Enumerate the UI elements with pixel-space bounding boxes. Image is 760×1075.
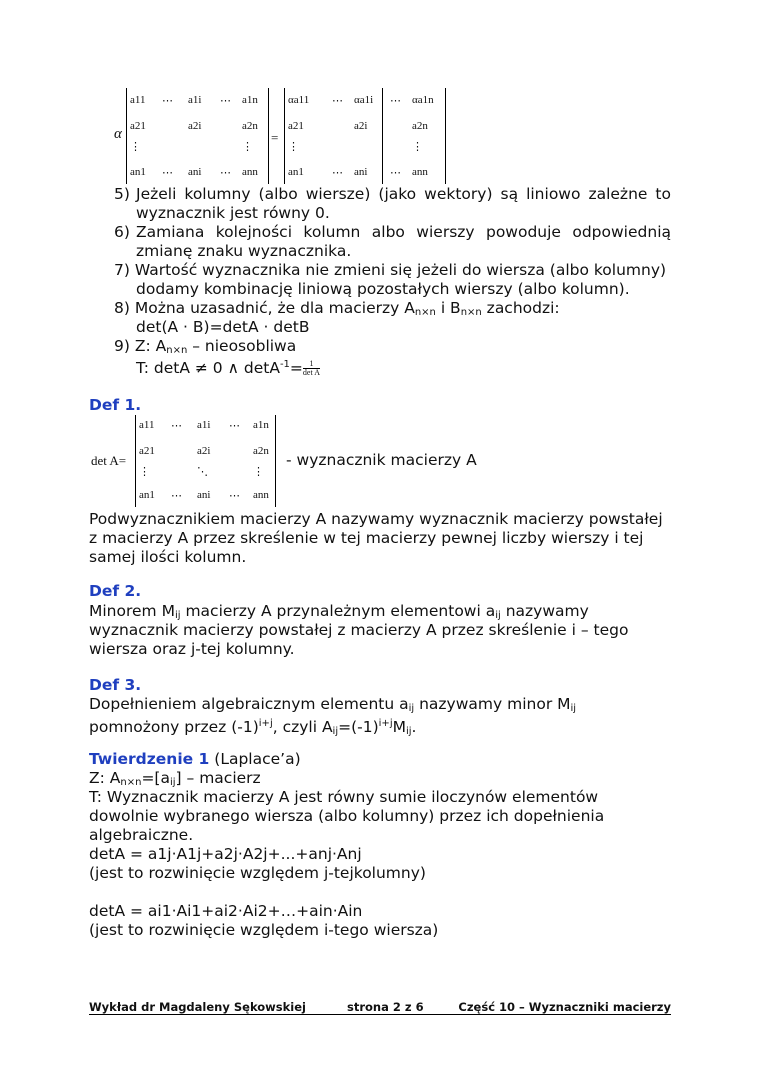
matrix-cell: a2n [242,120,258,132]
formula-column: detA = a1j·A1j+a2j·A2j+...+anj·Anj [89,845,362,863]
def1-matrix-block [89,415,489,507]
matrix-cell: ani [197,489,211,501]
def3-line-2: pomnożony przez $(-1)^{i+j}$, czyli $Aij=(-1)^{i+j}Mij$. [89,718,417,737]
matrix-cell: ⋯ [162,167,173,179]
matrix-cell: a11 [130,94,146,106]
matrix-cell: ann [412,166,428,178]
matrix-cell: ⋯ [332,167,343,179]
bar-right-l [382,88,383,184]
matrix-cell: ⋮ [242,141,253,153]
def1-caption: - wyznacznik macierzy A [286,451,477,469]
matrix-cell: a1i [188,94,202,106]
matrix-cell: a2n [253,445,269,457]
property-7-cont: dodamy kombinację liniową pozostałych wierszy (albo kolumn). [136,280,630,298]
inverse-fraction: $\frac{1}{\text{det A}}$ [302,359,321,377]
def3-title: Def 3. [89,676,142,694]
theorem-t-1: T: Wyznacznik macierzy A jest równy sumie iloczynów elementów [89,788,599,806]
alpha-symbol: α [114,126,122,142]
def1-para-1: Podwyznacznikiem macierzy A nazywamy wyznacznik macierzy powstałej [89,510,663,528]
matrix-cell: a21 [139,445,155,457]
matrix-cell: ⋯ [171,420,182,432]
matrix-cell: an1 [130,166,146,178]
matrix-cell: a2i [354,120,368,132]
matrix-cell: a21 [288,120,304,132]
property-9-cont: T: detA ≠ 0 ∧ detA$^{-1}$= $\frac{1}{\text{det A}}$ [136,359,321,377]
matrix-cell: ani [188,166,202,178]
property-6: 6) Zamiana kolejności kolumn albo wierszy powoduje odpowiednią [114,223,671,241]
matrix-cell: ⋯ [220,167,231,179]
matrix-cell: a2n [412,120,428,132]
matrix-cell: αa11 [288,94,310,106]
matrix-cell: αa1i [354,94,374,106]
formula-row: detA = ai1·Ai1+ai2·Ai2+…+ain·Ain [89,902,363,920]
theorem-z: Z: An×n=[aij] – macierz [89,769,261,788]
property-8-cont: det(A · B)=detA · detB [136,318,310,336]
matrix-cell: ⋱ [197,466,208,478]
matrix-cell: ⋯ [390,167,401,179]
def1-para-2: z macierzy A przez skreślenie w tej macierzy pewnej liczby wierszy i tej [89,529,644,547]
matrix-cell: ⋮ [139,466,150,478]
footer-chapter: Część 10 – Wyznaczniki macierzy [458,1000,671,1014]
property-6-cont: zmianę znaku wyznacznika. [136,242,352,260]
formula-column-note: (jest to rozwinięcie względem j-tejkolumny) [89,864,426,882]
def2-line-2: wyznacznik macierzy powstałej z macierzy A przez skreślenie i – tego [89,621,629,639]
matrix-cell: ⋯ [390,95,401,107]
matrix-cell: a2i [197,445,211,457]
property-9: 9) Z: An×n – nieosobliwa [114,337,297,356]
matrix-cell: ⋯ [229,420,240,432]
def2-title: Def 2. [89,582,142,600]
property-5-cont: wyznacznik jest równy 0. [136,204,330,222]
def1-para-3: samej ilości kolumn. [89,548,247,566]
matrix-cell: ani [354,166,368,178]
formula-row-note: (jest to rozwinięcie względem i-tego wiersza) [89,921,439,939]
theorem-t-3: algebraiczne. [89,826,194,844]
matrix-cell: ann [253,489,269,501]
matrix-cell: ⋮ [412,141,423,153]
det-a-lhs: det A= [91,453,127,468]
footer-page: strona 2 z 6 [347,1000,424,1014]
matrix-cell: a1n [242,94,258,106]
def1-title: Def 1. [89,396,142,414]
matrix-cell: ⋯ [332,95,343,107]
theorem-t-2: dowolnie wybranego wiersza (albo kolumny) przez ich dopełnienia [89,807,605,825]
def2-line-1: Minorem Mij macierzy A przynależnym elementowi aij nazywamy [89,602,589,621]
matrix-cell: an1 [288,166,304,178]
property-7: 7) Wartość wyznacznika nie zmieni się jeżeli do wiersza (albo kolumny) [114,261,667,279]
matrix-cell: ⋮ [288,141,299,153]
matrix-cell: an1 [139,489,155,501]
matrix-cell: αa1n [412,94,434,106]
matrix-cell: a1n [253,419,269,431]
matrix-cell: ⋯ [220,95,231,107]
matrix-cell: ann [242,166,258,178]
matrix-cell: ⋯ [229,490,240,502]
matrix-alpha-equation [114,88,454,184]
equals-sign: = [271,130,279,145]
matrix-cell: a2i [188,120,202,132]
matrix-cell: ⋯ [162,95,173,107]
matrix-cell: a11 [139,419,155,431]
matrix-cell: ⋮ [130,141,141,153]
matrix-cell: a1i [197,419,211,431]
def3-line-1: Dopełnieniem algebraicznym elementu aij nazywamy minor Mij [89,695,577,714]
theorem-title: Twierdzenie 1 (Laplace’a) [89,750,301,768]
matrix-cell: ⋯ [171,490,182,502]
property-5: 5) Jeżeli kolumny (albo wiersze) (jako wektory) są liniowo zależne to [114,185,671,203]
footer-author: Wykład dr Magdaleny Sękowskiej [89,1000,306,1014]
matrix-cell: a21 [130,120,146,132]
def2-line-3: wiersza oraz j-tej kolumny. [89,640,295,658]
property-8: 8) Można uzasadnić, że dla macierzy An×n i Bn×n zachodzi: [114,299,560,318]
matrix-cell: ⋮ [253,466,264,478]
